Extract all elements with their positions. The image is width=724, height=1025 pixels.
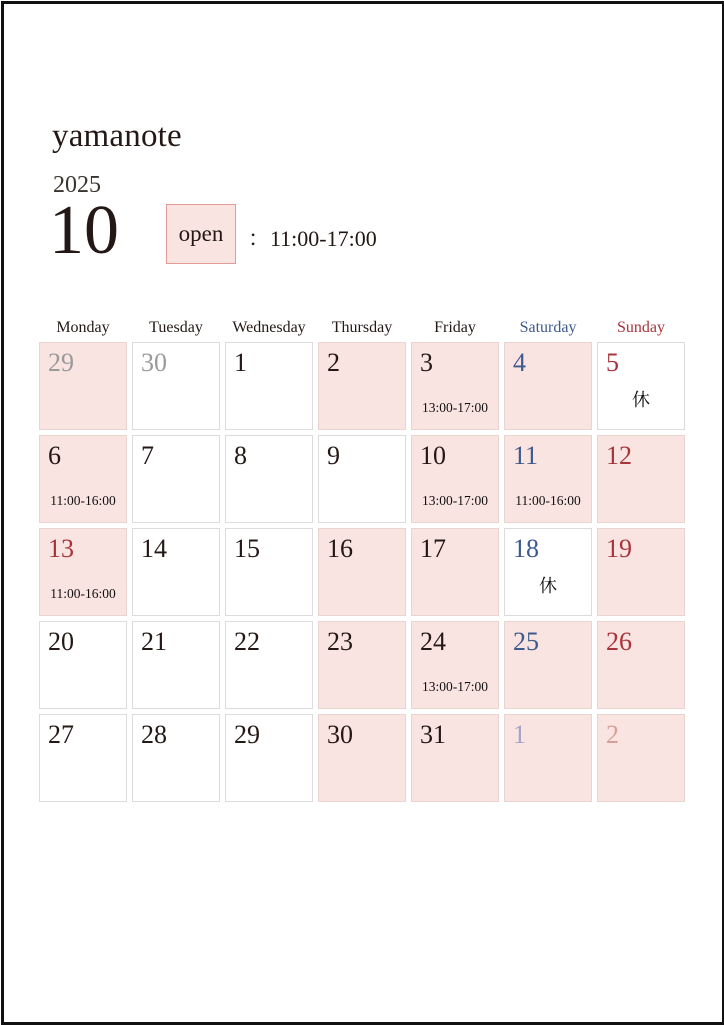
day-number: 21 [141,627,167,656]
day-cell [411,435,499,523]
day-number: 15 [234,534,260,563]
day-cell [225,435,313,523]
day-number: 29 [234,720,260,749]
day-number: 17 [420,534,446,563]
open-hours-note: 13:00-17:00 [422,679,488,694]
calendar-year: 2025 [53,172,101,198]
day-number: 5 [606,348,619,377]
closed-mark: 休 [632,390,650,411]
day-number: 28 [141,720,167,749]
open-badge: open [166,204,236,264]
day-number: 3 [420,348,433,377]
open-hours-note: 13:00-17:00 [422,493,488,508]
day-number: 20 [48,627,74,656]
day-cell [39,621,127,709]
day-cell [225,714,313,802]
day-number: 12 [606,441,632,470]
day-cell [597,621,685,709]
day-cell [39,714,127,802]
weekday-friday: Friday [434,319,476,336]
day-cell [597,714,685,802]
weekday-monday: Monday [56,319,110,336]
day-cell [504,621,592,709]
calendar-month: 10 [49,192,119,269]
open-hours-note: 11:00-16:00 [50,493,116,508]
day-cell [225,621,313,709]
day-cell [597,435,685,523]
day-cell [39,435,127,523]
day-cell [225,342,313,430]
day-cell [504,528,592,616]
day-number: 13 [48,534,74,563]
day-number: 9 [327,441,340,470]
day-cell [132,342,220,430]
weekday-saturday: Saturday [519,319,577,336]
day-number: 23 [327,627,353,656]
day-number: 16 [327,534,353,563]
day-cell [411,714,499,802]
day-number: 11 [513,441,539,470]
open-hours-note: 11:00-16:00 [515,493,581,508]
day-cell [318,714,406,802]
day-number: 18 [513,534,539,563]
day-cell [132,621,220,709]
day-number: 1 [513,720,526,749]
weekday-thursday: Thursday [331,319,393,336]
day-cell [318,342,406,430]
day-cell [597,528,685,616]
day-number: 30 [141,348,167,377]
day-cell [318,621,406,709]
day-cell [504,435,592,523]
day-cell [132,714,220,802]
day-cell [504,342,592,430]
closed-mark: 休 [539,576,557,597]
day-number: 1 [234,348,247,377]
day-cell [597,342,685,430]
day-number: 19 [606,534,632,563]
day-number: 8 [234,441,247,470]
open-hours-note: 11:00-16:00 [50,586,116,601]
day-number: 7 [141,441,154,470]
day-number: 2 [327,348,340,377]
day-number: 24 [420,627,446,656]
day-number: 2 [606,720,619,749]
open-hours-note: 13:00-17:00 [422,400,488,415]
day-cell [504,714,592,802]
day-number: 10 [420,441,446,470]
day-number: 30 [327,720,353,749]
day-number: 6 [48,441,61,470]
day-cell [318,528,406,616]
day-number: 25 [513,627,539,656]
weekday-tuesday: Tuesday [149,319,203,336]
day-number: 22 [234,627,260,656]
day-cell [411,528,499,616]
day-cell [132,528,220,616]
day-cell [132,435,220,523]
brand-name: yamanote [52,118,182,154]
day-number: 29 [48,348,74,377]
day-cell [411,342,499,430]
day-number: 27 [48,720,74,749]
day-cell [39,528,127,616]
day-number: 26 [606,627,632,656]
weekday-sunday: Sunday [617,319,665,336]
day-number: 31 [420,720,446,749]
weekday-wednesday: Wednesday [232,319,306,336]
day-cell [318,435,406,523]
open-hours: ：11:00-17:00 [248,226,377,251]
day-cell [39,342,127,430]
day-number: 14 [141,534,167,563]
day-cell [225,528,313,616]
day-cell [411,621,499,709]
day-number: 4 [513,348,526,377]
